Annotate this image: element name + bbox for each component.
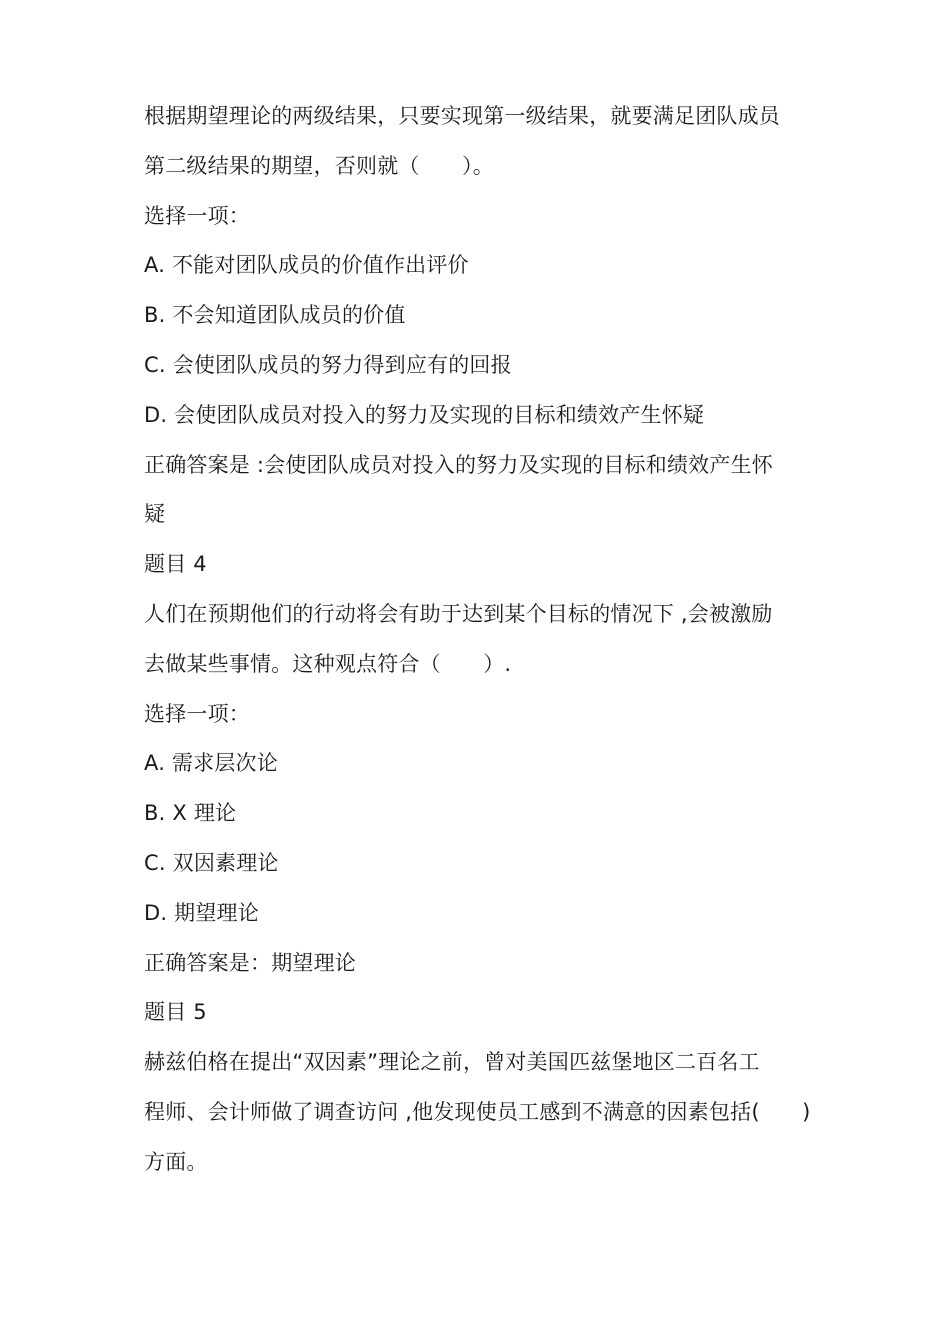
question-3-stem-line-2: 第二级结果的期望，否则就（ ）。 <box>144 153 494 178</box>
question-4-answer: 正确答案是：期望理论 <box>144 950 356 975</box>
question-3-option-b: B. 不会知道团队成员的价值 <box>144 303 406 328</box>
question-3-answer-line-2: 疑 <box>144 502 166 527</box>
question-5-stem-line-3: 方面。 <box>144 1149 208 1174</box>
question-5-heading: 题目 5 <box>144 1000 207 1025</box>
question-3-option-d: D. 会使团队成员对投入的努力及实现的目标和绩效产生怀疑 <box>144 402 705 427</box>
question-4-option-a: A. 需求层次论 <box>144 751 278 776</box>
question-4-option-b: B. X 理论 <box>144 801 237 826</box>
question-4-option-d: D. 期望理论 <box>144 900 259 925</box>
question-4-stem-line-1: 人们在预期他们的行动将会有助于达到某个目标的情况下 ,会被激励 <box>144 601 773 626</box>
question-3-stem-line-1: 根据期望理论的两级结果，只要实现第一级结果，就要满足团队成员 <box>144 104 780 128</box>
question-5-stem-line-1: 赫兹伯格在提出“双因素”理论之前，曾对美国匹兹堡地区二百名工 <box>144 1050 760 1075</box>
question-4-option-c: C. 双因素理论 <box>144 850 279 875</box>
document-page <box>144 92 824 1188</box>
question-3-option-c: C. 会使团队成员的努力得到应有的回报 <box>144 352 512 377</box>
question-4-stem-line-2: 去做某些事情。这种观点符合（ ）. <box>144 651 512 676</box>
question-5-stem-line-2: 程师、会计师做了调查访问 ,他发现使员工感到不满意的因素包括( ) <box>144 1099 811 1124</box>
question-4-heading: 题目 4 <box>144 552 207 577</box>
question-3-option-a: A. 不能对团队成员的价值作出评价 <box>144 253 469 278</box>
question-3-answer-line-1: 正确答案是 :会使团队成员对投入的努力及实现的目标和绩效产生怀 <box>144 452 773 477</box>
choose-one-label: 选择一项： <box>144 701 250 726</box>
choose-one-label: 选择一项： <box>144 203 250 228</box>
